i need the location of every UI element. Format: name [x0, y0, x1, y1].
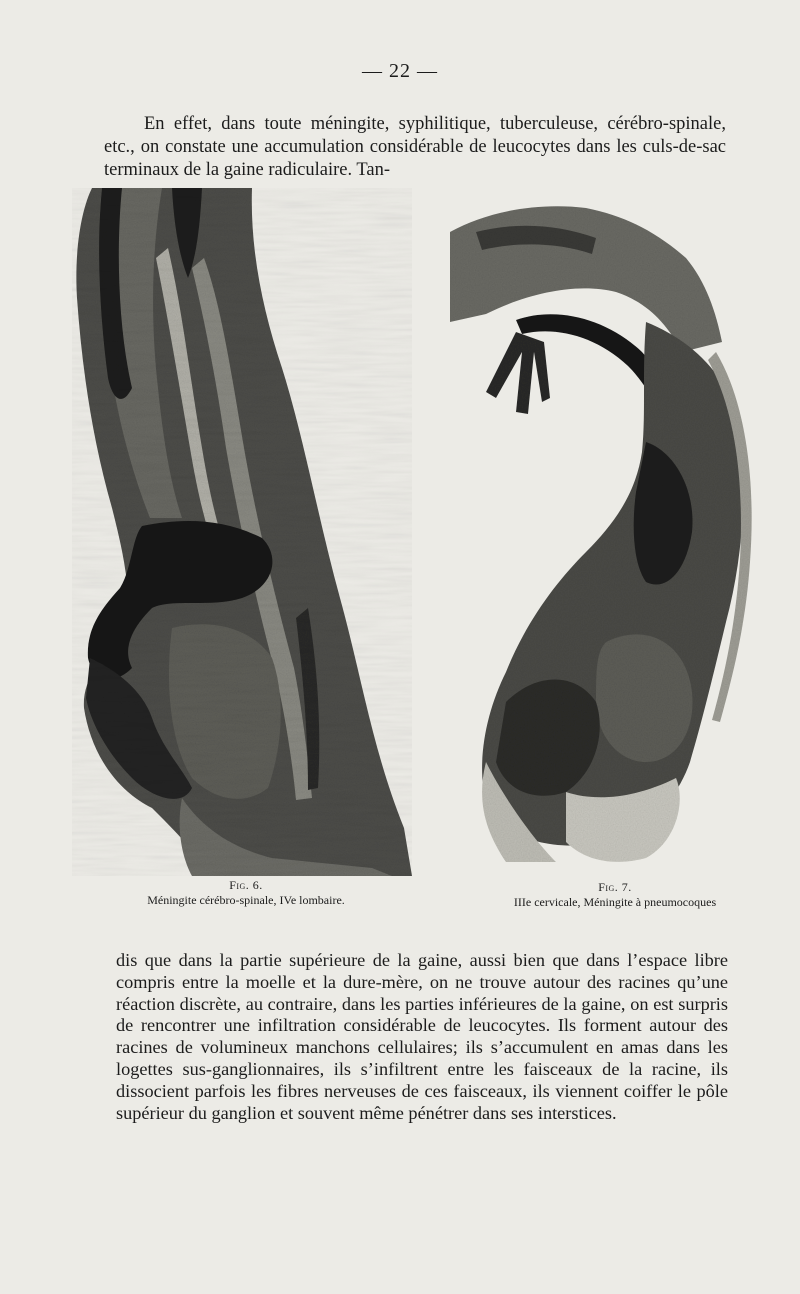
page-number: — 22 — [362, 60, 438, 82]
figure-6-micrograph [72, 188, 412, 876]
paragraph-top: En effet, dans toute méningite, syphilitique, tuberculeuse, cérébro-spinale, etc., on constate une accumulation considérable de leucocytes dans les culs-de-sac terminaux de la gaine radiculaire. Tan- [104, 114, 726, 180]
figure-7-caption [470, 880, 760, 910]
figure-6-caption [96, 878, 396, 908]
figure-7-micrograph [446, 202, 770, 870]
figure-7-label: Fig. 7. [598, 880, 632, 894]
figure-7-caption-text: IIIe cervicale, Méningite à pneumocoques [513, 895, 717, 909]
figure-6-caption-text: Méningite cérébro-spinale, IVe lombaire. [147, 893, 345, 907]
paragraph-bottom: dis que dans la partie supérieure de la gaine, aussi bien que dans l’espace libre compris entre la moelle et la dure-mère, on ne trouve autour des racines qu’une réaction discrète, au contraire, dans les parties inférieures de la gaine, on est surpris de rencontrer une infiltration considérable de leucocytes. Ils forment autour des racines de volumineux manchons cellulaires; ils s’accumulent en amas dans les logettes sus-ganglionnaires, ils s’infiltrent entre les faisceaux de la racine, ils dissocient parfois les fibres nerveuses de ces faisceaux, ils viennent coiffer le pôle supérieur du ganglion et souvent même pénétrer dans ses interstices. [116, 950, 728, 1123]
figure-6-label: Fig. 6. [229, 878, 263, 892]
